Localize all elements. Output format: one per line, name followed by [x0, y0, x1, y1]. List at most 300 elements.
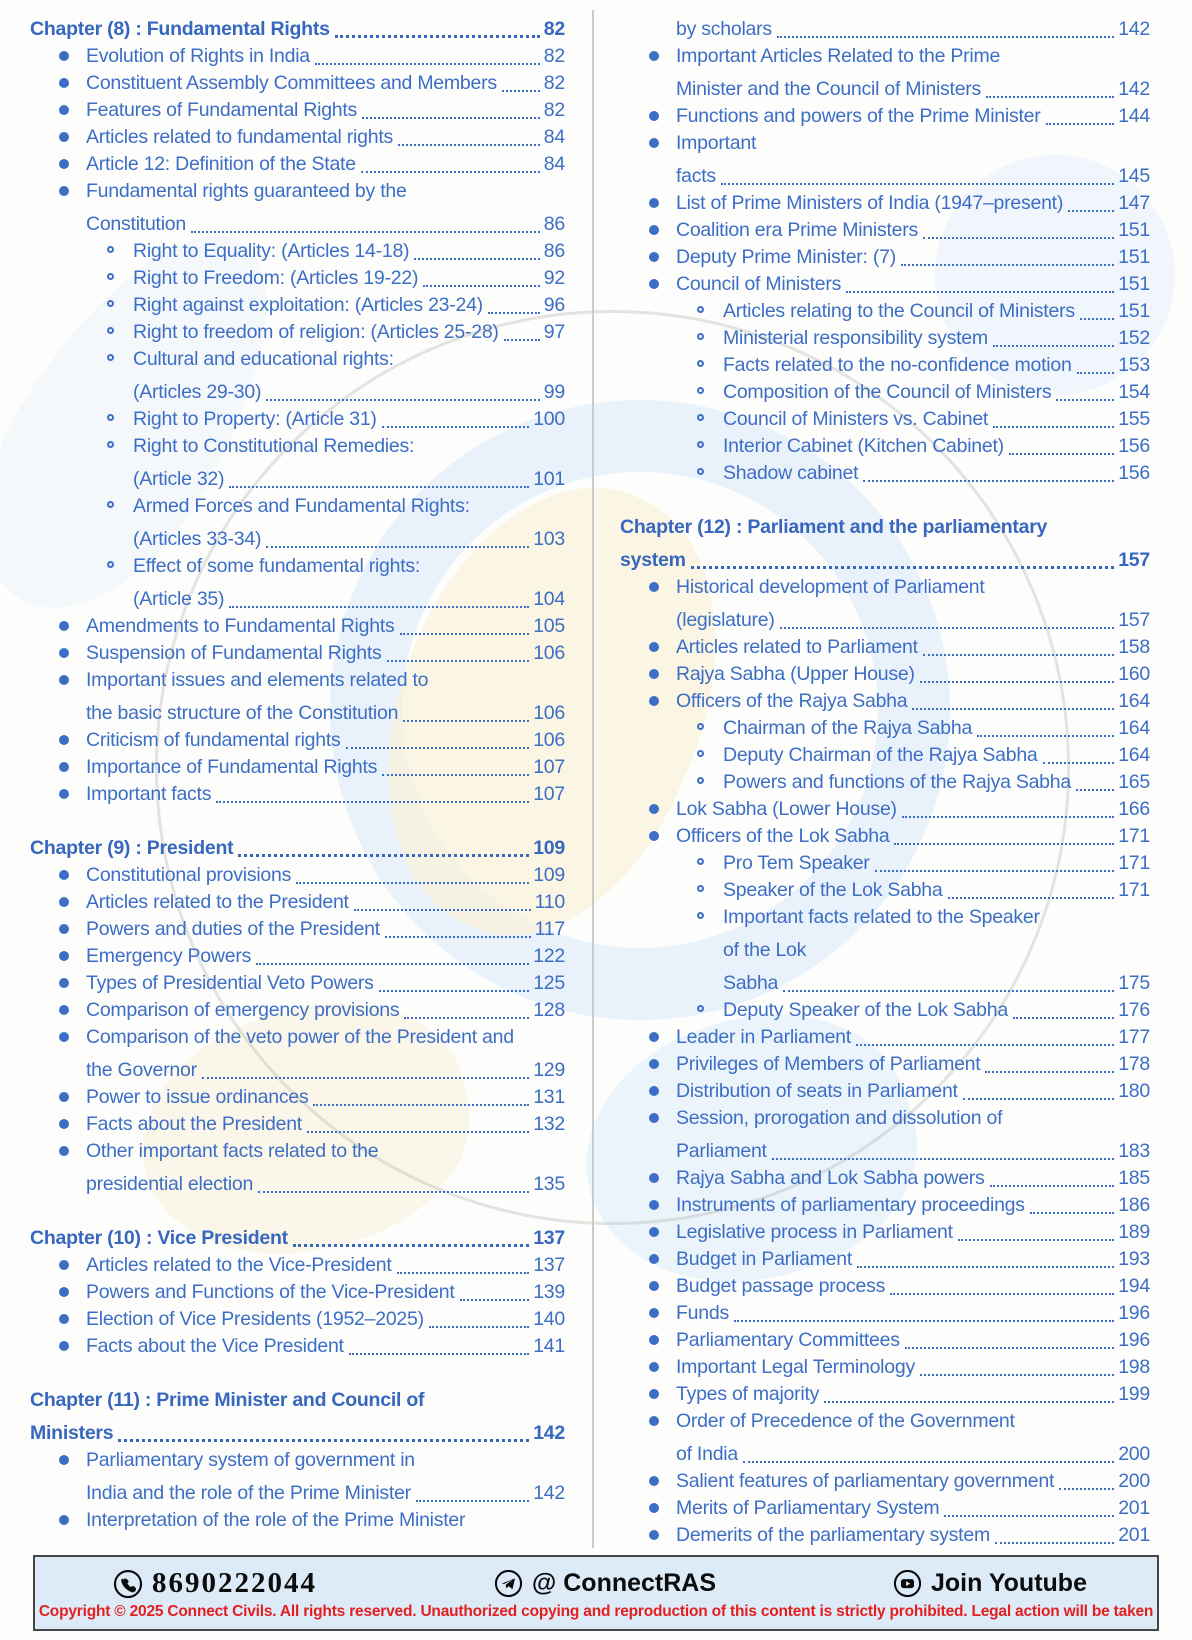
- dot-leader: [993, 426, 1114, 428]
- dot-leader: [990, 1185, 1115, 1187]
- toc-entry[interactable]: [30, 970, 565, 997]
- toc-entry[interactable]: [30, 319, 565, 346]
- bullet-icon: [649, 1281, 659, 1291]
- toc-entry[interactable]: [620, 1381, 1150, 1408]
- toc-entry-text: Ministers: [30, 1422, 114, 1444]
- toc-entry-line: [620, 547, 1150, 574]
- toc-entry[interactable]: [30, 916, 565, 943]
- toc-entry-line: [676, 1024, 1150, 1051]
- toc-entry-line: [723, 406, 1150, 433]
- sub-bullet-icon: [697, 858, 704, 865]
- toc-entry[interactable]: [30, 70, 565, 97]
- toc-entry-line: [676, 1408, 1150, 1435]
- toc-entry-line: [86, 889, 565, 916]
- toc-entry[interactable]: [620, 1468, 1150, 1495]
- page-number: 144: [1118, 105, 1150, 127]
- toc-entry-text: Right to Constitutional Remedies:: [133, 435, 415, 457]
- toc-entry-line: [676, 1381, 1150, 1408]
- toc-entry[interactable]: [30, 238, 565, 265]
- sub-bullet-icon: [697, 441, 704, 448]
- toc-entry[interactable]: [30, 553, 565, 613]
- toc-entry-text: Interior Cabinet (Kitchen Cabinet): [723, 435, 1004, 457]
- bullet-icon: [59, 1287, 69, 1297]
- toc-entry[interactable]: [620, 1165, 1150, 1192]
- sub-bullet-icon: [107, 441, 114, 448]
- toc-entry-text: Facts about the President: [86, 1113, 302, 1135]
- toc-entry-line: [86, 727, 565, 754]
- toc-entry[interactable]: [620, 43, 1150, 103]
- bullet-icon: [649, 642, 659, 652]
- toc-chapter-entry[interactable]: [30, 1225, 565, 1252]
- toc-entry[interactable]: [620, 1051, 1150, 1078]
- toc-entry-line: [723, 877, 1150, 904]
- page-number: 156: [1118, 435, 1150, 457]
- bullet-icon: [59, 951, 69, 961]
- toc-entry[interactable]: [30, 178, 565, 238]
- page-number: 175: [1118, 972, 1150, 994]
- page-number: 106: [533, 729, 565, 751]
- toc-entry-line: [723, 970, 1150, 997]
- toc-entry[interactable]: [620, 298, 1150, 325]
- dot-leader: [502, 90, 540, 92]
- bullet-icon: [59, 105, 69, 115]
- toc-entry-line: [676, 1522, 1150, 1549]
- toc-entry[interactable]: [30, 43, 565, 70]
- toc-entry[interactable]: [620, 688, 1150, 715]
- toc-entry-text: Chapter (11) : Prime Minister and Council of: [30, 1389, 425, 1411]
- toc-entry[interactable]: [30, 1084, 565, 1111]
- dot-leader: [256, 963, 529, 965]
- toc-entry[interactable]: [620, 904, 1150, 997]
- dot-leader: [824, 1401, 1114, 1403]
- toc-entry-text: Shadow cabinet: [723, 462, 859, 484]
- toc-entry[interactable]: [30, 889, 565, 916]
- toc-entry-text: Officers of the Lok Sabha: [676, 825, 890, 847]
- toc-entry-line: [723, 379, 1150, 406]
- bullet-icon: [649, 111, 659, 121]
- page-number: 189: [1118, 1221, 1150, 1243]
- toc-entry-text: Articles related to fundamental rights: [86, 126, 393, 148]
- bullet-icon: [649, 1254, 659, 1264]
- toc-entry-text: facts: [676, 165, 716, 187]
- toc-entry[interactable]: [620, 1495, 1150, 1522]
- toc-entry[interactable]: [30, 1333, 565, 1360]
- toc-entry-line: [723, 352, 1150, 379]
- dot-leader: [912, 708, 1114, 710]
- toc-entry[interactable]: [620, 271, 1150, 298]
- toc-entry-line: [723, 997, 1150, 1024]
- toc-entry-text: Power to issue ordinances: [86, 1086, 309, 1108]
- toc-entry[interactable]: [620, 574, 1150, 634]
- page-number: 156: [1118, 462, 1150, 484]
- dot-leader: [920, 681, 1114, 683]
- toc-entry-text: Officers of the Rajya Sabha: [676, 690, 908, 712]
- page-number: 106: [533, 642, 565, 664]
- page-number: 180: [1118, 1080, 1150, 1102]
- page-number: 171: [1118, 825, 1150, 847]
- dot-leader: [397, 1272, 530, 1274]
- toc-entry[interactable]: [620, 742, 1150, 769]
- toc-entry-text: Constitution: [86, 213, 186, 235]
- page-number: 171: [1118, 852, 1150, 874]
- toc-left-column: [30, 16, 565, 1549]
- toc-entry-line: [86, 1333, 565, 1360]
- dot-leader: [1059, 1488, 1114, 1490]
- bullet-icon: [649, 1389, 659, 1399]
- toc-entry-line: [676, 823, 1150, 850]
- toc-entry-text: Facts about the Vice President: [86, 1335, 344, 1357]
- toc-entry-line: [86, 1480, 565, 1507]
- toc-entry-text: Chapter (10) : Vice President: [30, 1227, 288, 1249]
- toc-entry[interactable]: [620, 103, 1150, 130]
- toc-entry-text: Minister and the Council of Ministers: [676, 78, 982, 100]
- toc-entry-text: Evolution of Rights in India: [86, 45, 310, 67]
- toc-entry[interactable]: [620, 16, 1150, 43]
- toc-entry-text: Right to Freedom: (Articles 19-22): [133, 267, 419, 289]
- toc-entry[interactable]: [620, 997, 1150, 1024]
- dot-leader: [404, 1017, 529, 1019]
- bullet-icon: [59, 1260, 69, 1270]
- bullet-icon: [59, 186, 69, 196]
- toc-entry[interactable]: [30, 406, 565, 433]
- dot-leader: [354, 909, 531, 911]
- toc-entry-text: Important issues and elements related to: [86, 669, 429, 691]
- bullet-icon: [59, 1032, 69, 1042]
- dot-leader: [944, 1515, 1114, 1517]
- toc-entry-line: [133, 265, 565, 292]
- toc-entry[interactable]: [620, 634, 1150, 661]
- toc-entry[interactable]: [30, 1138, 565, 1198]
- toc-entry-text: of the Lok: [723, 939, 807, 961]
- toc-entry[interactable]: [30, 292, 565, 319]
- toc-entry[interactable]: [30, 1447, 565, 1507]
- toc-entry[interactable]: [30, 346, 565, 406]
- dot-leader: [777, 36, 1114, 38]
- page-number: 178: [1118, 1053, 1150, 1075]
- toc-entry-line: [86, 124, 565, 151]
- toc-entry[interactable]: [30, 862, 565, 889]
- page-number: 132: [533, 1113, 565, 1135]
- dot-leader: [783, 990, 1114, 992]
- toc-entry-line: [133, 526, 565, 553]
- toc-entry[interactable]: [30, 124, 565, 151]
- toc-entry[interactable]: [30, 1279, 565, 1306]
- page-number: 104: [533, 588, 565, 610]
- bullet-icon: [59, 1314, 69, 1324]
- page-number: 140: [533, 1308, 565, 1330]
- toc-entry[interactable]: [620, 1024, 1150, 1051]
- page-number: 137: [533, 1227, 565, 1249]
- toc-entry[interactable]: [620, 217, 1150, 244]
- sub-bullet-icon: [697, 723, 704, 730]
- bullet-icon: [59, 924, 69, 934]
- toc-entry-text: Deputy Chairman of the Rajya Sabha: [723, 744, 1038, 766]
- bullet-icon: [649, 1227, 659, 1237]
- toc-entry-text: Important Articles Related to the Prime: [676, 45, 1001, 67]
- phone-icon: [113, 1569, 143, 1599]
- toc-entry-line: [30, 1225, 565, 1252]
- page-number: 100: [533, 408, 565, 430]
- toc-entry-line: [676, 1273, 1150, 1300]
- toc-entry[interactable]: [30, 1252, 565, 1279]
- page-number: 158: [1118, 636, 1150, 658]
- toc-entry-text: Article 12: Definition of the State: [86, 153, 356, 175]
- toc-entry[interactable]: [620, 352, 1150, 379]
- page-number: 152: [1118, 327, 1150, 349]
- toc-entry[interactable]: [620, 1408, 1150, 1468]
- toc-entry-line: [676, 688, 1150, 715]
- sub-bullet-icon: [697, 414, 704, 421]
- dot-leader: [1076, 789, 1114, 791]
- toc-entry-text: Other important facts related to the: [86, 1140, 379, 1162]
- dot-leader: [920, 1374, 1114, 1376]
- toc-entry[interactable]: [30, 667, 565, 727]
- toc-chapter-entry[interactable]: [30, 1387, 565, 1447]
- dot-leader: [948, 897, 1115, 899]
- toc-entry-line: [723, 325, 1150, 352]
- dot-leader: [202, 1077, 529, 1079]
- telegram-contact[interactable]: [494, 1569, 716, 1598]
- toc-entry[interactable]: [30, 727, 565, 754]
- toc-entry-line: [676, 1165, 1150, 1192]
- toc-entry-text: (legislature): [676, 609, 775, 631]
- toc-entry[interactable]: [620, 325, 1150, 352]
- toc-entry[interactable]: [620, 1327, 1150, 1354]
- toc-entry[interactable]: [620, 460, 1150, 487]
- toc-entry-line: [676, 130, 1150, 157]
- toc-entry[interactable]: [620, 1522, 1150, 1549]
- page-number: 186: [1118, 1194, 1150, 1216]
- toc-entry-text: Parliament: [676, 1140, 767, 1162]
- toc-entry[interactable]: [30, 1507, 565, 1534]
- dot-leader: [995, 1542, 1114, 1544]
- toc-entry-line: [133, 406, 565, 433]
- toc-entry-text: Constituent Assembly Committees and Members: [86, 72, 497, 94]
- page-number: 137: [533, 1254, 565, 1276]
- toc-entry[interactable]: [30, 640, 565, 667]
- toc-entry-text: Lok Sabha (Lower House): [676, 798, 897, 820]
- toc-entry-line: [676, 43, 1150, 70]
- toc-entry[interactable]: [30, 151, 565, 178]
- toc-entry[interactable]: [620, 1192, 1150, 1219]
- dot-leader: [403, 720, 529, 722]
- page-number: 142: [1118, 78, 1150, 100]
- toc-entry-text: Parliamentary system of government in: [86, 1449, 415, 1471]
- toc-entry-text: Ministerial responsibility system: [723, 327, 988, 349]
- toc-entry[interactable]: [620, 1246, 1150, 1273]
- toc-entry[interactable]: [620, 244, 1150, 271]
- dot-leader: [398, 144, 540, 146]
- dot-leader: [423, 285, 540, 287]
- dot-leader: [1043, 762, 1115, 764]
- page-number: 86: [543, 213, 565, 235]
- page-number: 200: [1118, 1443, 1150, 1465]
- toc-entry-text: Suspension of Fundamental Rights: [86, 642, 382, 664]
- phone-contact[interactable]: [113, 1567, 317, 1600]
- toc-entry-text: Importance of Fundamental Rights: [86, 756, 378, 778]
- dot-leader: [923, 237, 1114, 239]
- toc-entry-line: [30, 1420, 565, 1447]
- toc-entry-line: [86, 754, 565, 781]
- toc-chapter-entry[interactable]: [620, 514, 1150, 574]
- toc-chapter-entry[interactable]: [30, 835, 565, 862]
- toc-entry[interactable]: [30, 1306, 565, 1333]
- dot-leader: [985, 1071, 1114, 1073]
- toc-entry-line: [676, 1078, 1150, 1105]
- dot-leader: [382, 774, 529, 776]
- dot-leader: [400, 633, 530, 635]
- bullet-icon: [649, 696, 659, 706]
- bullet-icon: [59, 1146, 69, 1156]
- toc-entry[interactable]: [30, 265, 565, 292]
- toc-entry[interactable]: [30, 97, 565, 124]
- toc-entry[interactable]: [30, 754, 565, 781]
- toc-chapter-entry[interactable]: [30, 16, 565, 43]
- toc-entry[interactable]: [620, 1105, 1150, 1165]
- toc-entry-text: Powers and duties of the President: [86, 918, 380, 940]
- toc-entry[interactable]: [620, 190, 1150, 217]
- dot-leader: [307, 1131, 529, 1133]
- toc-entry-text: Constitutional provisions: [86, 864, 292, 886]
- sub-bullet-icon: [697, 912, 704, 919]
- toc-entry[interactable]: [620, 130, 1150, 190]
- toc-entry-text: Leader in Parliament: [676, 1026, 851, 1048]
- dot-leader: [382, 426, 530, 428]
- sub-bullet-icon: [697, 1005, 704, 1012]
- page-number: 177: [1118, 1026, 1150, 1048]
- dot-leader: [349, 1353, 529, 1355]
- toc-entry[interactable]: [620, 379, 1150, 406]
- dot-leader: [296, 882, 529, 884]
- toc-entry-line: [86, 97, 565, 124]
- toc-entry[interactable]: [620, 715, 1150, 742]
- toc-entry-text: Important facts: [86, 783, 212, 805]
- toc-entry-line: [723, 742, 1150, 769]
- dot-leader: [1046, 123, 1115, 125]
- toc-entry-text: Important facts related to the Speaker: [723, 906, 1040, 928]
- bullet-icon: [59, 1005, 69, 1015]
- dot-leader: [191, 231, 540, 233]
- toc-entry-line: [676, 1246, 1150, 1273]
- toc-entry[interactable]: [30, 613, 565, 640]
- page-number: 128: [533, 999, 565, 1021]
- toc-entry[interactable]: [620, 1219, 1150, 1246]
- toc-entry-line: [30, 16, 565, 43]
- bullet-icon: [649, 1032, 659, 1042]
- toc-entry-line: [133, 586, 565, 613]
- page-number: 109: [533, 864, 565, 886]
- dot-leader: [1068, 210, 1114, 212]
- toc-entry-text: Order of Precedence of the Government: [676, 1410, 1015, 1432]
- toc-entry[interactable]: [30, 1024, 565, 1084]
- bullet-icon: [649, 831, 659, 841]
- page-number: 176: [1118, 999, 1150, 1021]
- toc-entry-line: [676, 1300, 1150, 1327]
- toc-entry[interactable]: [620, 1273, 1150, 1300]
- bullet-icon: [649, 1503, 659, 1513]
- sub-bullet-icon: [107, 414, 114, 421]
- toc-entry-line: [30, 1387, 565, 1414]
- dot-leader: [963, 1098, 1114, 1100]
- toc-entry[interactable]: [620, 796, 1150, 823]
- toc-entry[interactable]: [620, 850, 1150, 877]
- toc-entry[interactable]: [620, 406, 1150, 433]
- page-number: 157: [1118, 609, 1150, 631]
- toc-entry[interactable]: [30, 433, 565, 493]
- toc-entry-text: Rajya Sabha (Upper House): [676, 663, 915, 685]
- toc-entry[interactable]: [30, 781, 565, 808]
- toc-entry-text: Powers and Functions of the Vice-President: [86, 1281, 455, 1303]
- toc-entry-text: Session, prorogation and dissolution of: [676, 1107, 1003, 1129]
- toc-entry-text: Cultural and educational rights:: [133, 348, 394, 370]
- bullet-icon: [649, 1335, 659, 1345]
- sub-bullet-icon: [697, 306, 704, 313]
- page-number: 142: [1118, 18, 1150, 40]
- toc-entry-text: Effect of some fundamental rights:: [133, 555, 421, 577]
- toc-entry-line: [86, 613, 565, 640]
- toc-entry-line: [86, 211, 565, 238]
- toc-entry-text: Budget passage process: [676, 1275, 886, 1297]
- bullet-icon: [649, 1086, 659, 1096]
- bullet-icon: [649, 1308, 659, 1318]
- toc-entry[interactable]: [620, 661, 1150, 688]
- page-number: 107: [533, 756, 565, 778]
- toc-entry[interactable]: [30, 997, 565, 1024]
- toc-entry-text: Powers and functions of the Rajya Sabha: [723, 771, 1071, 793]
- toc-entry[interactable]: [30, 493, 565, 553]
- dot-leader: [346, 747, 530, 749]
- toc-entry-text: Functions and powers of the Prime Minister: [676, 105, 1041, 127]
- dot-leader: [993, 345, 1114, 347]
- toc-entry-text: Salient features of parliamentary government: [676, 1470, 1055, 1492]
- toc-entry-text: Important Legal Terminology: [676, 1356, 915, 1378]
- toc-entry-line: [86, 700, 565, 727]
- toc-entry-text: Right to freedom of religion: (Articles 25-28): [133, 321, 499, 343]
- toc-entry-text: Interpretation of the role of the Prime Minister: [86, 1509, 466, 1531]
- bullet-icon: [59, 132, 69, 142]
- toc-entry-text: Right to Property: (Article 31): [133, 408, 377, 430]
- toc-entry-line: [676, 796, 1150, 823]
- dot-leader: [780, 627, 1115, 629]
- toc-entry[interactable]: [620, 433, 1150, 460]
- page-number: 101: [533, 468, 565, 490]
- toc-entry-line: [676, 1354, 1150, 1381]
- toc-entry-line: [723, 715, 1150, 742]
- bullet-icon: [59, 621, 69, 631]
- toc-entry-line: [86, 1084, 565, 1111]
- toc-entry[interactable]: [30, 943, 565, 970]
- toc-entry[interactable]: [620, 877, 1150, 904]
- toc-entry-text: Instruments of parliamentary proceedings: [676, 1194, 1025, 1216]
- toc-entry[interactable]: [30, 1111, 565, 1138]
- toc-entry[interactable]: [620, 823, 1150, 850]
- toc-entry-text: Election of Vice Presidents (1952–2025): [86, 1308, 424, 1330]
- youtube-contact[interactable]: [893, 1569, 1087, 1598]
- toc-entry[interactable]: [620, 769, 1150, 796]
- bullet-icon: [59, 159, 69, 169]
- page-number: 164: [1118, 690, 1150, 712]
- toc-entry-line: [86, 640, 565, 667]
- toc-entry-text: Demerits of the parliamentary system: [676, 1524, 990, 1546]
- toc-entry-line: [133, 238, 565, 265]
- page-number: 117: [534, 918, 565, 940]
- toc-entry[interactable]: [620, 1354, 1150, 1381]
- toc-entry-text: Pro Tem Speaker: [723, 852, 870, 874]
- toc-entry-text: Distribution of seats in Parliament: [676, 1080, 958, 1102]
- toc-entry[interactable]: [620, 1078, 1150, 1105]
- page-number: 200: [1118, 1470, 1150, 1492]
- toc-entry[interactable]: [620, 1300, 1150, 1327]
